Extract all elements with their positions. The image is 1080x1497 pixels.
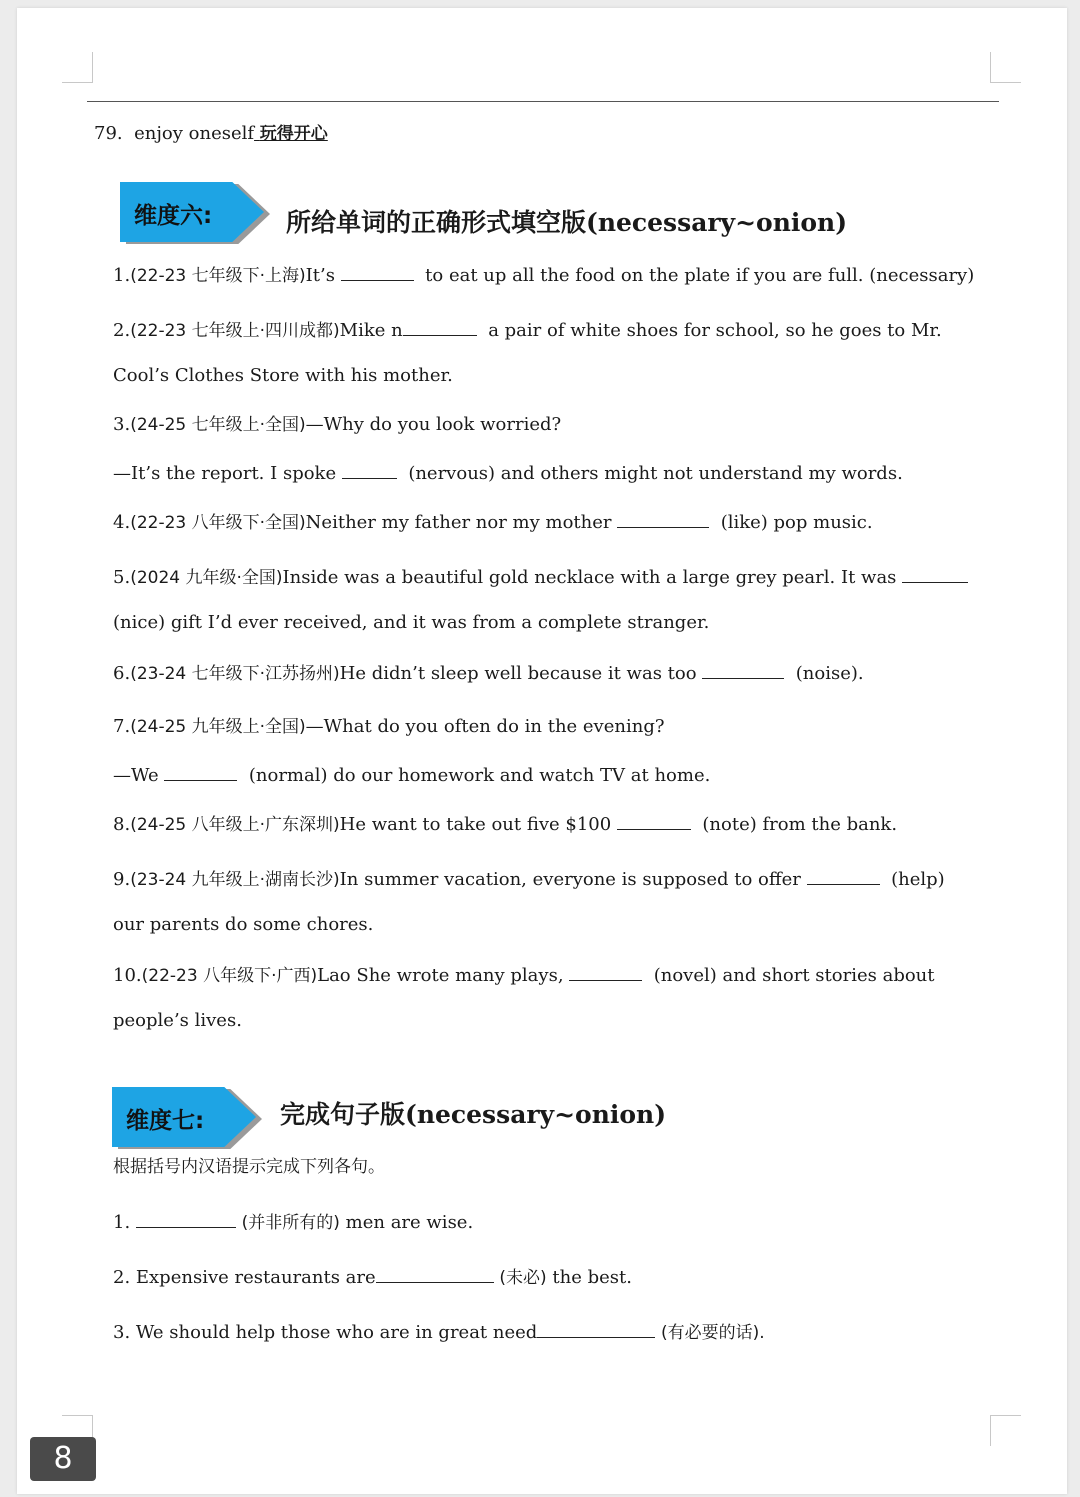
crop-mark-top-left — [62, 52, 93, 83]
vocab-english: enjoy oneself — [134, 123, 255, 144]
section-badge-6: 维度六: — [120, 182, 268, 244]
sentence-2: 2. Expensive restaurants are (未必) the best. — [113, 1264, 632, 1290]
vocab-item-79: 79. enjoy oneself 玩得开心 — [94, 123, 328, 144]
answer-blank[interactable] — [617, 509, 709, 528]
section-badge-7: 维度七: — [112, 1087, 260, 1149]
crop-mark-top-right — [990, 52, 1021, 83]
section-instruction: 根据括号内汉语提示完成下列各句。 — [113, 1157, 385, 1177]
vocab-chinese: 玩得开心 — [259, 124, 328, 144]
question-2-cont: Cool’s Clothes Store with his mother. — [113, 365, 453, 386]
question-5: 5.(2024 九年级·全国)Inside was a beautiful gold necklace with a large grey pearl. It was — [113, 564, 968, 590]
question-9-cont: our parents do some chores. — [113, 914, 374, 935]
crop-mark-bottom-right — [990, 1415, 1021, 1446]
question-10-cont: people’s lives. — [113, 1010, 242, 1031]
answer-blank[interactable] — [342, 460, 397, 479]
question-2: 2.(22-23 七年级上·四川成都)Mike n a pair of white shoes for school, so he goes to Mr. — [113, 317, 942, 343]
question-9: 9.(23-24 九年级上·湖南长沙)In summer vacation, everyone is supposed to offer (help) — [113, 866, 945, 892]
answer-blank[interactable] — [341, 262, 414, 281]
question-7: 7.(24-25 九年级上·全国)—What do you often do in the evening? — [113, 716, 665, 737]
page-number-badge: 8 — [30, 1437, 96, 1481]
answer-blank[interactable] — [569, 962, 642, 981]
question-5-cont: (nice) gift I’d ever received, and it was from a complete stranger. — [113, 612, 710, 633]
answer-blank[interactable] — [702, 660, 784, 679]
question-3: 3.(24-25 七年级上·全国)—Why do you look worried? — [113, 414, 562, 435]
question-3-cont: —It’s the report. I spoke (nervous) and others might not understand my words. — [113, 460, 903, 486]
answer-blank[interactable] — [617, 811, 691, 830]
question-10: 10.(22-23 八年级下·广西)Lao She wrote many plays, (novel) and short stories about — [113, 962, 935, 988]
answer-blank[interactable] — [403, 317, 477, 336]
answer-blank[interactable] — [164, 762, 237, 781]
answer-blank[interactable] — [537, 1319, 655, 1338]
question-8: 8.(24-25 八年级上·广东深圳)He want to take out five $100 (note) from the bank. — [113, 811, 897, 837]
question-4: 4.(22-23 八年级下·全国)Neither my father nor my mother (like) pop music. — [113, 509, 873, 535]
header-rule — [87, 101, 999, 102]
answer-blank[interactable] — [376, 1264, 494, 1283]
answer-blank[interactable] — [136, 1209, 236, 1228]
sentence-1: 1. (并非所有的) men are wise. — [113, 1209, 473, 1235]
question-7-cont: —We (normal) do our homework and watch TV at home. — [113, 762, 710, 788]
section-title-7: 完成句子版(necessary~onion) — [280, 1100, 667, 1129]
answer-blank[interactable] — [807, 866, 880, 885]
question-1: 1.(22-23 七年级下·上海)It’s to eat up all the food on the plate if you are full. (necessary) — [113, 262, 974, 288]
answer-blank[interactable] — [902, 564, 968, 583]
question-6: 6.(23-24 七年级下·江苏扬州)He didn’t sleep well because it was too (noise). — [113, 660, 864, 686]
section-title-6: 所给单词的正确形式填空版(necessary~onion) — [286, 208, 848, 237]
sentence-3: 3. We should help those who are in great need (有必要的话). — [113, 1319, 765, 1345]
